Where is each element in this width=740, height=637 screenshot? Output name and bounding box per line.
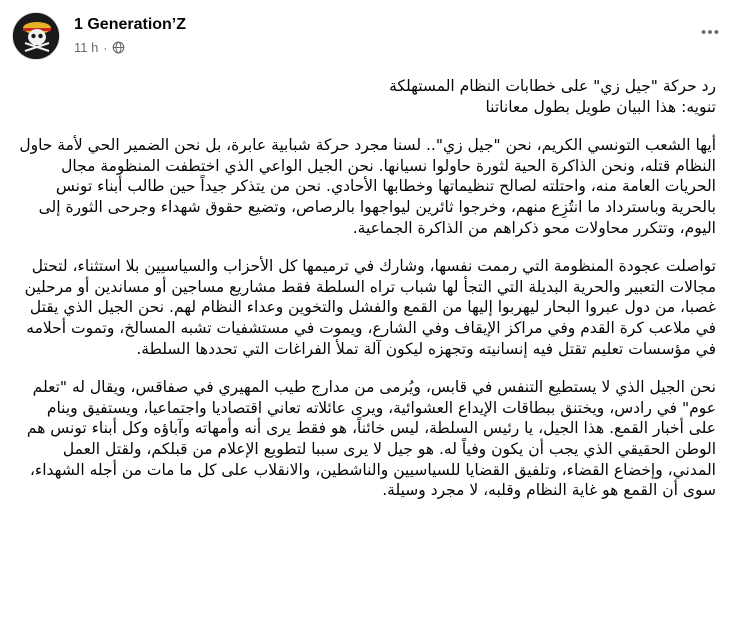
post-time[interactable]: 11 h: [74, 40, 99, 55]
more-options-button[interactable]: [692, 14, 728, 50]
meta-separator: ·: [103, 40, 108, 55]
post-note: تنويه: هذا البيان طويل بطول معاناتنا: [485, 97, 716, 116]
post-paragraph: أيها الشعب التونسي الكريم، نحن "جيل زي".. لسنا مجرد حركة شبابية عابرة، بل نحن الضمير الحي لأمة حاول النظام قتله، ونحن الذاكرة الحية لثورة حاولوا نسيانها. نحن الجيل الواعي الذي اختطفت المنظومة مجال الحريات العامة منه، واحتلته لصالح تنظيماتها وخطابها الأحادي. نحن من يتذكر جيداً حين طالب أبناء تونس بالحرية وباسترداد ما انتُزِع منهم، وخرجوا ثائرين ليواجهوا بالرصاص، وتضيع حقوق شهداء وجرحى الثورة إلى اليوم، وتتكرر محاولات محو ذكراهم من الذاكرة الجماعية.: [19, 136, 716, 237]
avatar[interactable]: [12, 12, 60, 60]
post-header: [12, 12, 728, 68]
more-options-icon: [699, 21, 721, 43]
skull-logo-icon: [13, 13, 60, 60]
post-body: [18, 76, 716, 519]
post-meta: [74, 40, 125, 55]
post-title: رد حركة "جيل زي" على خطابات النظام المستهلكة: [389, 77, 716, 95]
globe-icon[interactable]: [112, 41, 125, 54]
author-name[interactable]: 1 Generation’Z: [74, 16, 187, 33]
post-paragraph: نحن الجيل الذي لا يستطيع التنفس في قابس، ويُرمى من مدارج طيب المهيري في صفاقس، ويقال له "تعلم عوم" في رادس، ويختنق ببطاقات الإيداع العشوائية، ويرى عائلاته تعاني اقتصاديا واجتماعيا، ويستفيق وينام على أخبار القمع. هذا الجيل، يا رئيس السلطة، ليس خائناً، هو فقط يرى أنه وأمهاته وآباؤه وكل أبناء تونس هم الوطن الحقيقي الذي يجب أن يكون وفياً له. هو جيل لا يرى سببا لتطويع الإعلام من قبلكم، ولقتل العمل المدني، وإخضاع القضاء، وتلفيق القضايا للسياسيين والناشطين، والانقلاب على كل ما مات من أجله الشهداء، سوى أن القمع هو غاية النظام وقلبه، لا مجرد وسيلة.: [26, 378, 716, 500]
post-paragraph: تواصلت عجودة المنظومة التي رممت نفسها، وشارك في ترميمها كل الأحزاب والسياسيين بلا استثناء، لتحتل مجالات التعبير والحرية البديلة التي التجأ لها شباب تراه السلطة فقط مشاريع مساجين أو مساندين أو مرحلين غصبا، من دول عبروا البحار ليهربوا إليها من القمع والفشل والتخوين وعداء النظام لهم. نحن الجيل الذي يقتل في ملاعب كرة القدم وفي مراكز الإيقاف وفي الشارع، ويموت في مستشفيات تشبه المسالخ، وتموت أحلامه في مؤسسات تعليم تقتل فيه إنسانيته وتجهزه ليكون آلة تملأ الفراغات التي تحددها السلطة.: [24, 257, 716, 358]
